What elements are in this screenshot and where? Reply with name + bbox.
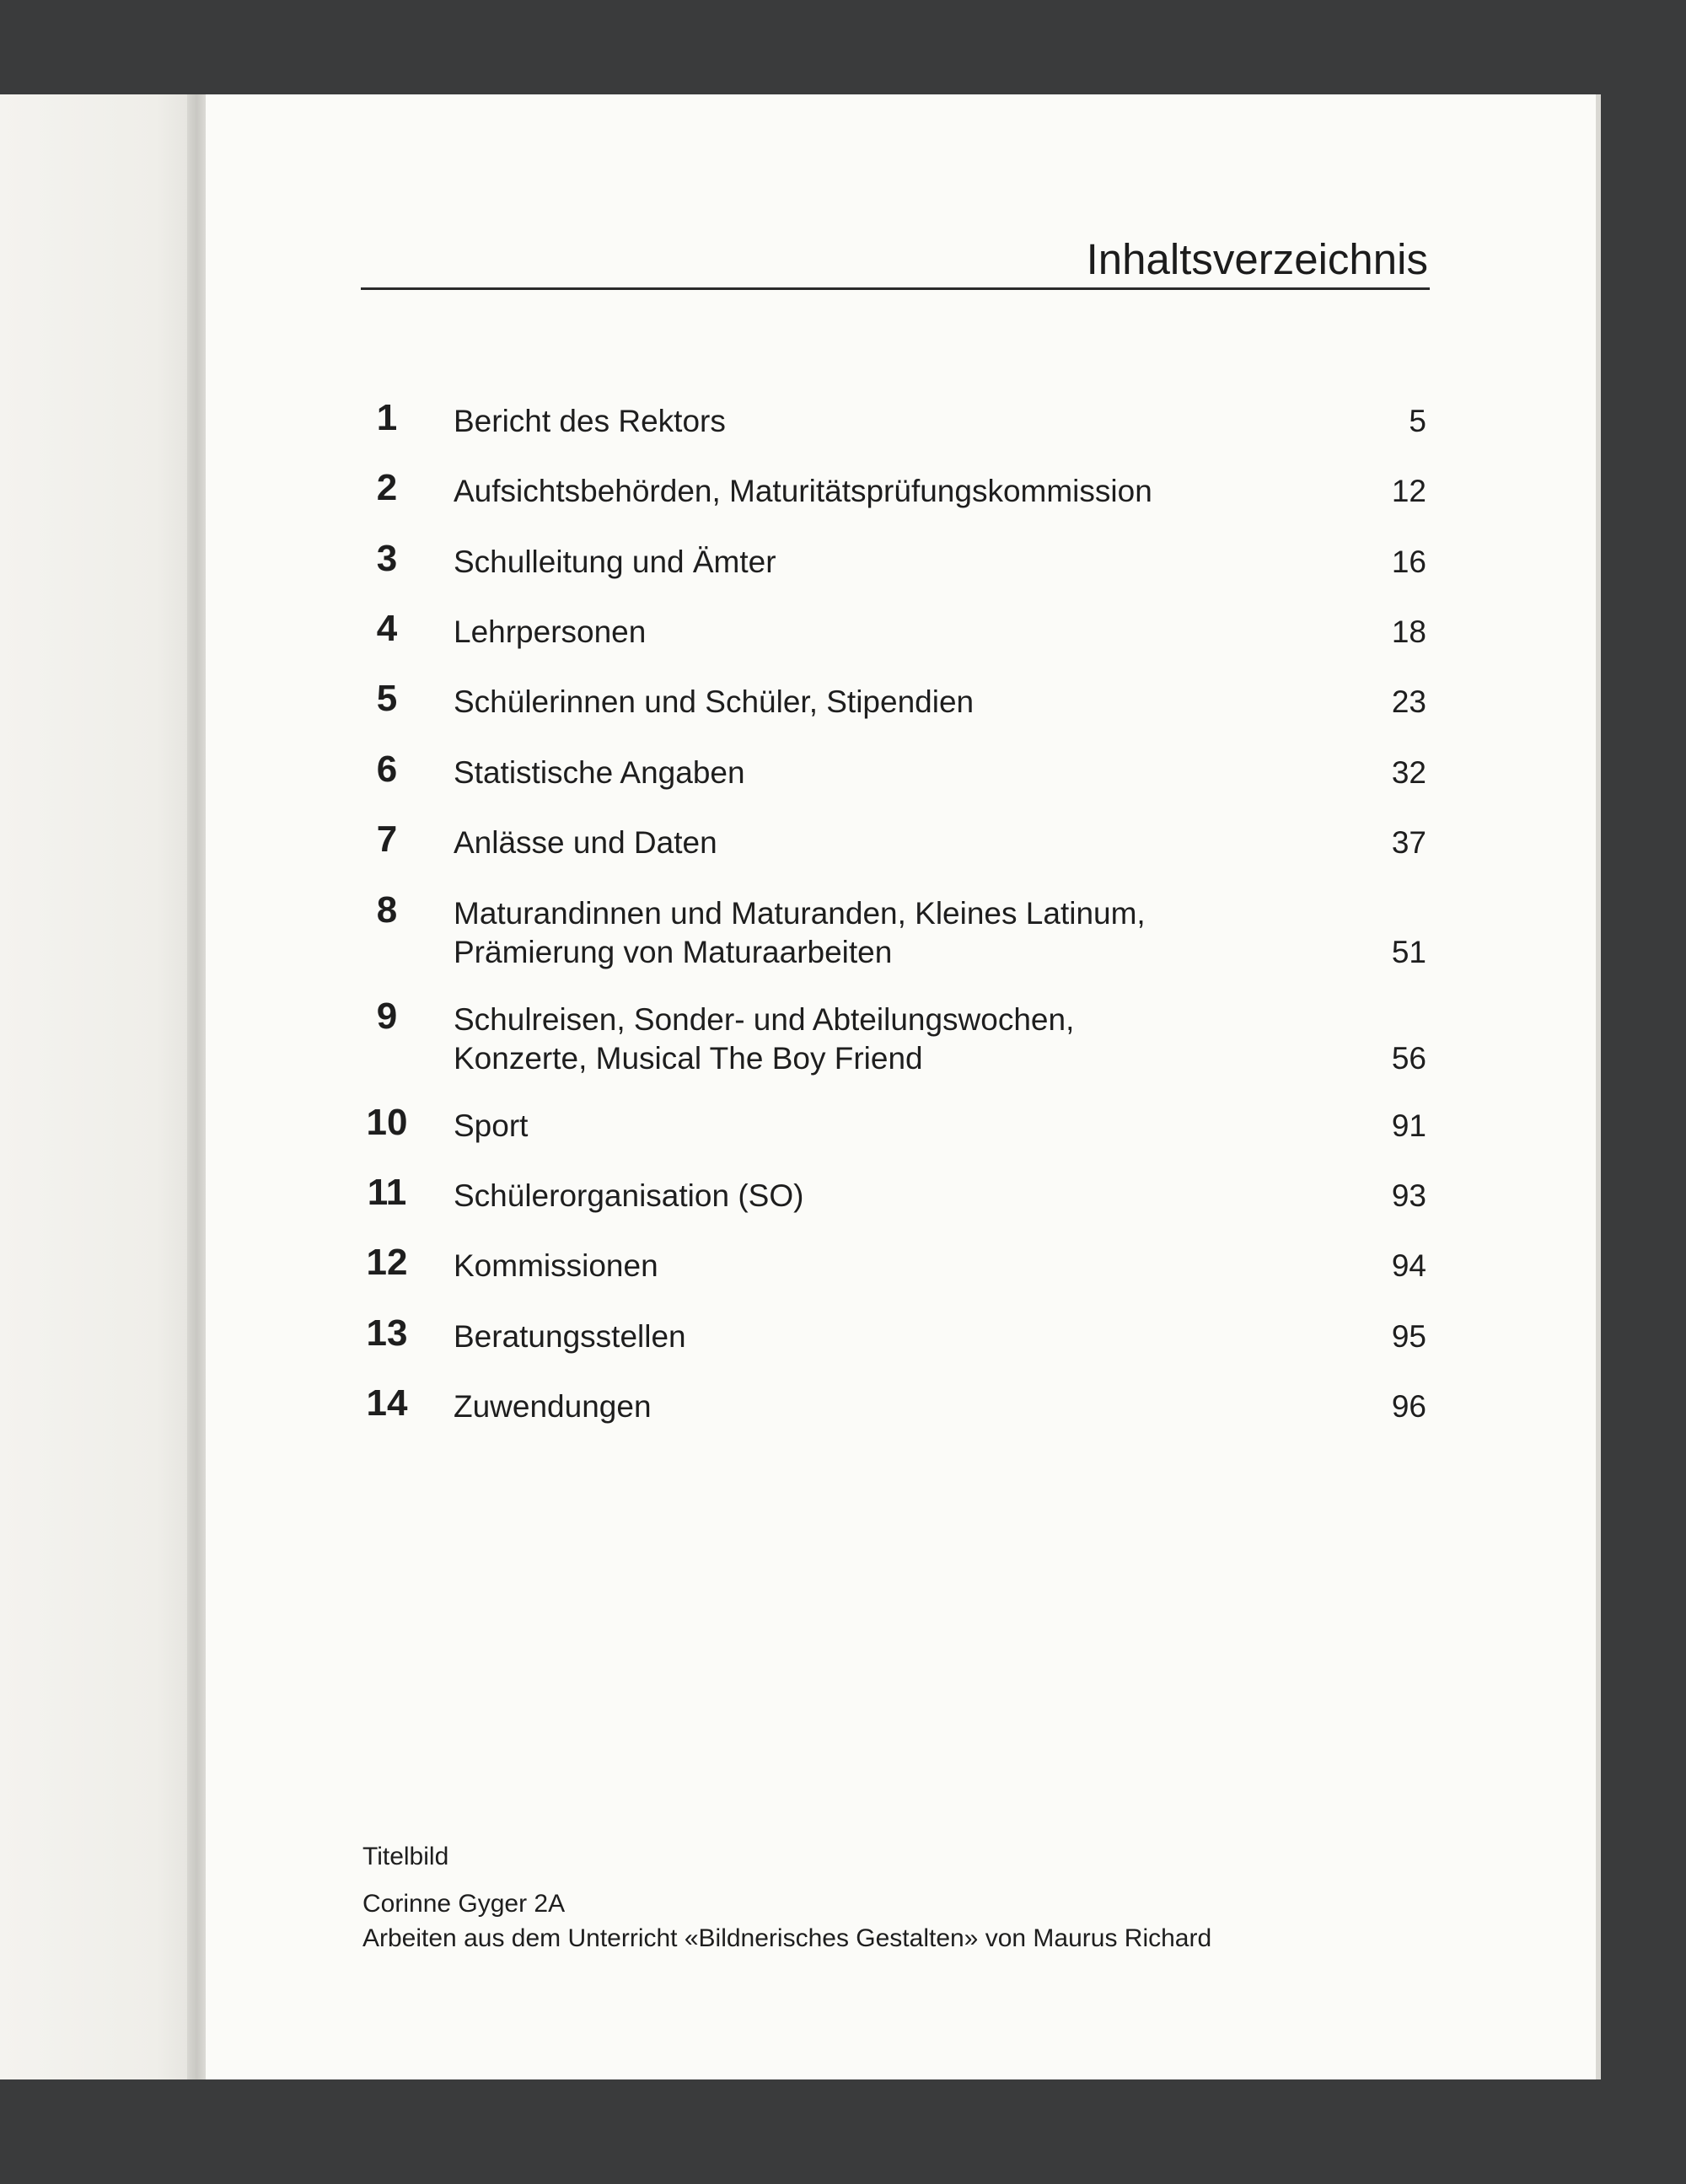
toc-entry-title: Lehrpersonen xyxy=(454,614,647,649)
toc-entry-number: 12 xyxy=(366,1242,408,1283)
toc-entry-number: 9 xyxy=(376,995,398,1037)
toc-entry-page-number: 91 xyxy=(1391,1108,1426,1143)
toc-entry-title: Beratungsstellen xyxy=(454,1319,686,1354)
toc-entry-number: 3 xyxy=(376,538,398,579)
toc-entry-number: 5 xyxy=(376,678,398,719)
toc-entry-page-number: 95 xyxy=(1391,1319,1426,1354)
toc-entry-number: 8 xyxy=(376,889,398,931)
toc-entry-page-number: 51 xyxy=(1391,935,1426,969)
toc-entry-title: Schulleitung und Ämter xyxy=(454,545,776,579)
toc-entry-number: 1 xyxy=(376,397,398,438)
toc-entry-number: 4 xyxy=(376,608,398,649)
toc-entry-number: 6 xyxy=(376,749,398,790)
toc-entry-page-number: 56 xyxy=(1391,1041,1426,1076)
table-of-contents xyxy=(361,0,1430,2184)
toc-entry-number: 11 xyxy=(367,1172,407,1213)
footer-credit-line-1: Corinne Gyger 2A xyxy=(362,1890,566,1918)
toc-entry-page-number: 32 xyxy=(1391,755,1426,790)
toc-entry-number: 7 xyxy=(376,818,398,860)
toc-entry-title: Statistische Angaben xyxy=(454,755,745,790)
page-title: Inhaltsverzeichnis xyxy=(1086,235,1428,283)
toc-entry-page-number: 93 xyxy=(1391,1178,1426,1213)
toc-entry-page-number: 18 xyxy=(1391,614,1426,649)
toc-entry-page-number: 23 xyxy=(1391,684,1426,719)
toc-entry-title: Kommissionen xyxy=(454,1248,658,1283)
footer-credit-line-2: Arbeiten aus dem Unterricht «Bildnerisches Gestalten» von Maurus Richard xyxy=(362,1924,1212,1952)
toc-entry-title: Aufsichtsbehörden, Maturitätsprüfungskommission xyxy=(454,474,1152,508)
toc-entry-title: Zuwendungen xyxy=(454,1389,652,1424)
toc-entry-title: Prämierung von Maturaarbeiten xyxy=(454,935,893,969)
toc-entry-number: 14 xyxy=(366,1382,408,1424)
toc-entry-page-number: 94 xyxy=(1391,1248,1426,1283)
toc-entry-title: Schulreisen, Sonder- und Abteilungswochen, xyxy=(454,1002,1075,1037)
toc-entry-page-number: 96 xyxy=(1391,1389,1426,1424)
toc-entry-title: Maturandinnen und Maturanden, Kleines Latinum, xyxy=(454,896,1146,931)
toc-entry-number: 2 xyxy=(376,467,398,508)
toc-entry-title: Anlässe und Daten xyxy=(454,825,717,860)
toc-entry-number: 13 xyxy=(366,1312,408,1354)
toc-entry-page-number: 37 xyxy=(1391,825,1426,860)
toc-entry-title: Konzerte, Musical The Boy Friend xyxy=(454,1041,923,1076)
toc-entry-page-number: 16 xyxy=(1391,545,1426,579)
toc-entry-title: Schülerorganisation (SO) xyxy=(454,1178,804,1213)
toc-entry-title: Schülerinnen und Schüler, Stipendien xyxy=(454,684,975,719)
toc-entry-page-number: 5 xyxy=(1409,404,1426,438)
left-page xyxy=(0,94,196,2079)
toc-entry-number: 10 xyxy=(366,1102,408,1143)
toc-entry-title: Bericht des Rektors xyxy=(454,404,726,438)
toc-entry-page-number: 12 xyxy=(1391,474,1426,508)
toc-entry-title: Sport xyxy=(454,1108,529,1143)
page-edge xyxy=(1596,94,1601,2079)
footer-heading: Titelbild xyxy=(362,1843,449,1870)
